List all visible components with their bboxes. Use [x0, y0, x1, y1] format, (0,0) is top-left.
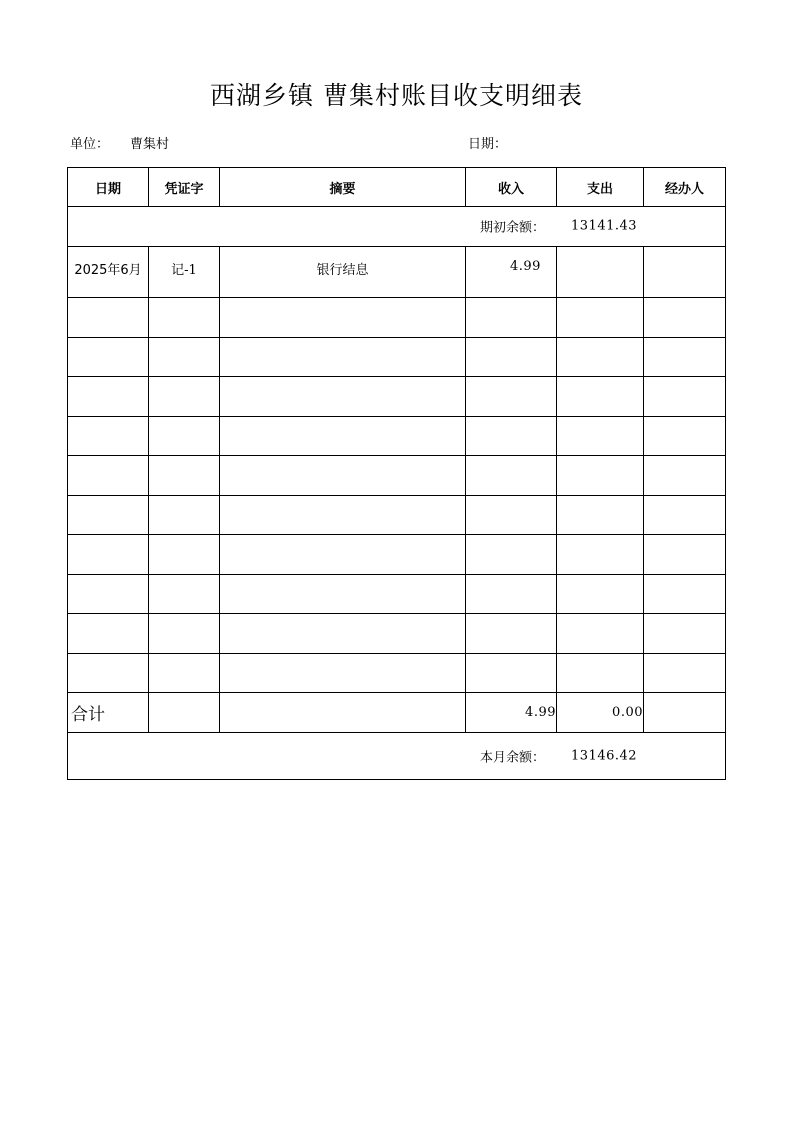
table-row	[68, 377, 726, 417]
table-row	[68, 246, 726, 298]
empty-cell	[466, 337, 557, 377]
empty-cell	[466, 653, 557, 693]
empty-cell	[557, 377, 644, 417]
empty-cell	[220, 456, 466, 496]
empty-cell	[220, 535, 466, 575]
table-row	[68, 298, 726, 338]
date-label: 日期：	[468, 137, 508, 152]
empty-cell	[149, 693, 220, 733]
opening-balance-row	[68, 207, 726, 247]
empty-cell	[68, 535, 149, 575]
empty-cell	[466, 416, 557, 456]
empty-cell	[557, 535, 644, 575]
total-income: 4.99	[466, 693, 557, 733]
entry-income: 4.99	[466, 246, 557, 298]
empty-cell	[466, 456, 557, 496]
empty-cell	[644, 377, 726, 417]
opening-balance-value: 13141.43	[571, 218, 638, 234]
empty-cell	[557, 337, 644, 377]
unit-value: 曹集村	[130, 137, 170, 152]
total-handler	[644, 693, 726, 733]
empty-cell	[644, 574, 726, 614]
empty-cell	[466, 377, 557, 417]
table-row	[68, 456, 726, 496]
empty-cell	[68, 456, 149, 496]
unit-label: 单位：	[70, 137, 110, 152]
table-row	[68, 535, 726, 575]
empty-cell	[644, 495, 726, 535]
table-row	[68, 574, 726, 614]
empty-cell	[149, 653, 220, 693]
entry-handler	[644, 246, 726, 298]
empty-cell	[220, 653, 466, 693]
empty-cell	[557, 298, 644, 338]
empty-cell	[557, 574, 644, 614]
empty-cell	[68, 377, 149, 417]
table-row	[68, 495, 726, 535]
empty-cell	[644, 298, 726, 338]
empty-cell	[68, 495, 149, 535]
empty-cell	[149, 377, 220, 417]
empty-cell	[68, 574, 149, 614]
entry-date: 2025年6月	[68, 246, 149, 298]
empty-cell	[149, 416, 220, 456]
closing-balance-cell	[68, 732, 726, 779]
empty-cell	[220, 693, 466, 733]
opening-balance-label: 期初余额：	[480, 220, 546, 236]
empty-cell	[557, 653, 644, 693]
closing-balance-label: 本月余额：	[480, 750, 546, 765]
closing-balance-row	[68, 732, 726, 779]
table-row	[68, 337, 726, 377]
empty-cell	[466, 495, 557, 535]
empty-cell	[68, 298, 149, 338]
empty-cell	[644, 535, 726, 575]
empty-cell	[466, 574, 557, 614]
header-row	[68, 168, 726, 207]
empty-cell	[466, 298, 557, 338]
empty-cell	[149, 535, 220, 575]
total-expense: 0.00	[557, 693, 644, 733]
total-label: 合计	[68, 693, 149, 733]
empty-cell	[68, 416, 149, 456]
col-header-handler: 经办人	[644, 168, 726, 207]
table-row	[68, 653, 726, 693]
empty-cell	[644, 456, 726, 496]
empty-cell	[644, 653, 726, 693]
empty-cell	[557, 614, 644, 654]
empty-cell	[149, 495, 220, 535]
empty-cell	[644, 614, 726, 654]
col-header-expense: 支出	[557, 168, 644, 207]
empty-cell	[466, 614, 557, 654]
col-header-date: 日期	[68, 168, 149, 207]
table-row	[68, 614, 726, 654]
empty-cell	[220, 298, 466, 338]
entry-voucher: 记-1	[149, 246, 220, 298]
col-header-voucher: 凭证字	[149, 168, 220, 207]
col-header-summary: 摘要	[220, 168, 466, 207]
col-header-income: 收入	[466, 168, 557, 207]
empty-cell	[149, 614, 220, 654]
empty-cell	[220, 495, 466, 535]
page-title: 西湖乡镇 曹集村账目收支明细表	[210, 81, 583, 110]
empty-cell	[149, 456, 220, 496]
empty-cell	[220, 416, 466, 456]
empty-cell	[644, 337, 726, 377]
total-row	[68, 693, 726, 733]
empty-cell	[557, 416, 644, 456]
empty-cell	[466, 535, 557, 575]
empty-cell	[149, 337, 220, 377]
entry-summary: 银行结息	[220, 246, 466, 298]
empty-cell	[149, 298, 220, 338]
empty-cell	[68, 614, 149, 654]
empty-cell	[68, 653, 149, 693]
empty-cell	[220, 377, 466, 417]
empty-cell	[644, 416, 726, 456]
empty-cell	[68, 337, 149, 377]
ledger-table	[67, 167, 726, 780]
empty-cell	[220, 337, 466, 377]
empty-cell	[557, 495, 644, 535]
empty-cell	[149, 574, 220, 614]
closing-balance-value: 13146.42	[571, 748, 638, 763]
empty-cell	[557, 456, 644, 496]
empty-cell	[220, 614, 466, 654]
entry-expense	[557, 246, 644, 298]
opening-balance-cell	[68, 207, 726, 247]
empty-cell	[220, 574, 466, 614]
table-row	[68, 416, 726, 456]
